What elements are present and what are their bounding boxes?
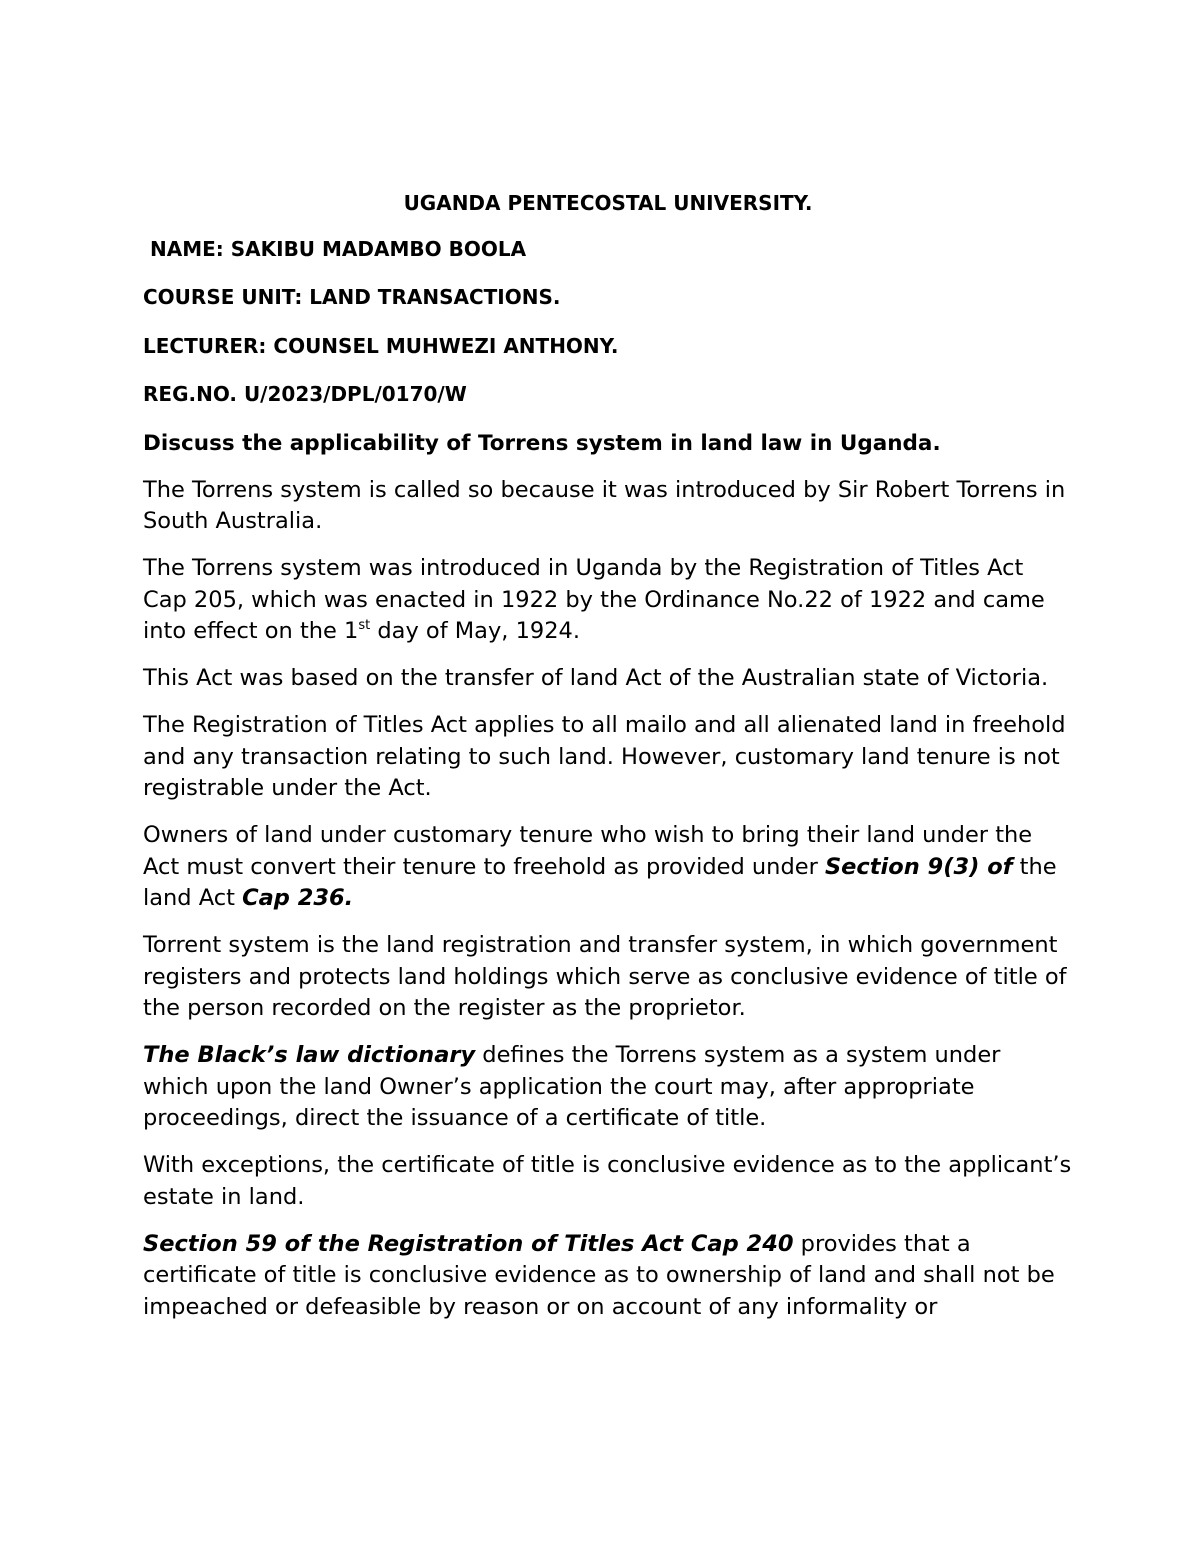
paragraph-text: The Torrens system was introduced in Uganda by the Registration of Titles Act Cap 205, which was enacted in 1922 by the Ordinance No.22 of 1922 and came into effect on the 1 bbox=[143, 555, 1045, 644]
document-title: UGANDA PENTECOSTAL UNIVERSITY. bbox=[403, 191, 813, 215]
document-page bbox=[143, 188, 1073, 1339]
paragraph-text: Owners of land under customary tenure who wish to bring their land under the Act must convert their tenure to freehold as provided under bbox=[143, 822, 1033, 880]
paragraph-victoria-basis: This Act was based on the transfer of land Act of the Australian state of Victoria. bbox=[143, 665, 1049, 691]
registration-number: REG.NO. U/2023/DPL/0170/W bbox=[143, 382, 467, 406]
ordinal-suffix: st bbox=[358, 618, 371, 633]
paragraph-application: The Registration of Titles Act applies to all mailo and all alienated land in freehold and any transaction relating to such land. However, customary land tenure is not registrable under the Act. bbox=[143, 712, 1066, 801]
paragraph-customary-tenure bbox=[143, 820, 1073, 915]
paragraph-text: the land Act bbox=[143, 853, 1057, 911]
statute-reference: Section 9(3) of bbox=[824, 853, 1013, 880]
statute-reference: Cap 236. bbox=[242, 885, 354, 911]
paragraph-torrens-origin: The Torrens system is called so because it was introduced by Sir Robert Torrens in South Australia. bbox=[143, 476, 1066, 534]
question-heading: Discuss the applicability of Torrens system in land law in Uganda. bbox=[143, 430, 941, 456]
lecturer: LECTURER: COUNSEL MUHWEZI ANTHONY. bbox=[143, 333, 619, 358]
paragraph-introduction-uganda bbox=[143, 553, 1073, 648]
paragraph-text: day of May, 1924. bbox=[370, 618, 580, 644]
paragraph-blacks-law bbox=[143, 1040, 1073, 1135]
course-unit: COURSE UNIT: LAND TRANSACTIONS. bbox=[143, 285, 561, 309]
paragraph-text: defines the Torrens system as a system under which upon the land Owner’s application the court may, after appropriate proceedings, direct the issuance of a certificate of title. bbox=[143, 1042, 1001, 1131]
paragraph-exceptions: With exceptions, the certificate of title is conclusive evidence as to the applicant’s estate in land. bbox=[143, 1152, 1072, 1210]
paragraph-torrent-definition: Torrent system is the land registration and transfer system, in which government registers and protects land holdings which serve as conclusive evidence of title of the person recorded on the register as the proprietor. bbox=[143, 932, 1067, 1021]
source-reference: The Black’s law dictionary bbox=[143, 1042, 476, 1068]
statute-reference: Section 59 of the Registration of Titles Act Cap 240 bbox=[143, 1230, 794, 1257]
student-name: NAME: SAKIBU MADAMBO BOOLA bbox=[150, 236, 527, 261]
paragraph-text: provides that a certificate of title is conclusive evidence as to ownership of land and shall not be impeached or defeasible by reason or on account of any informality or bbox=[143, 1230, 1055, 1320]
paragraph-section-59 bbox=[143, 1229, 1073, 1324]
